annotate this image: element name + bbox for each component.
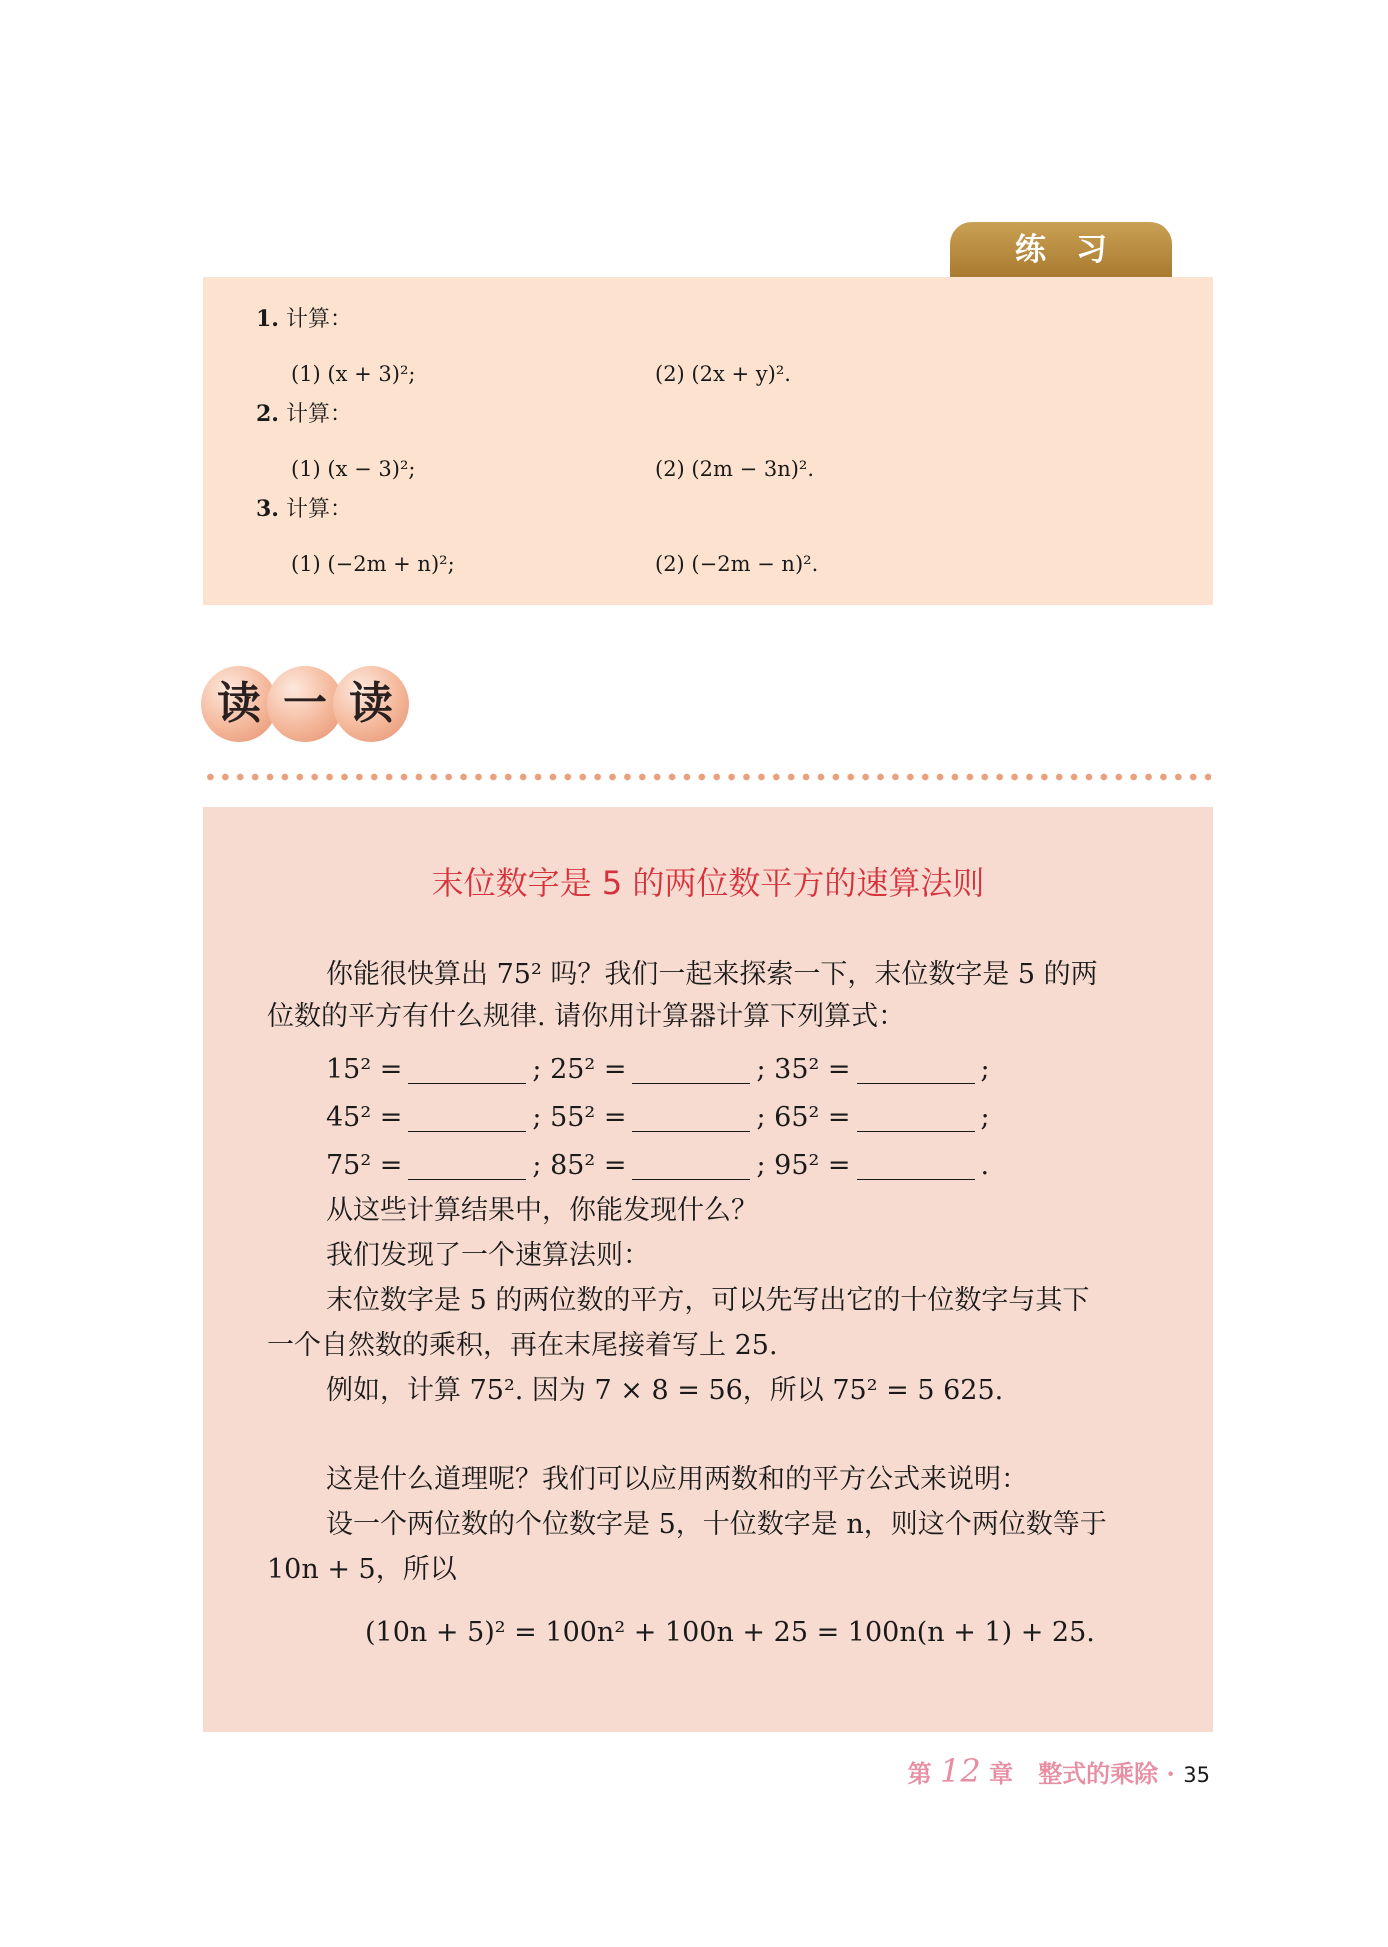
answer-blank [857, 1055, 975, 1084]
exercise-2-1: (1) (x − 3)²; [291, 457, 416, 481]
why-text: 这是什么道理呢？我们可以应用两数和的平方公式来说明： [326, 1464, 1028, 1495]
exercise-3-1: (1) (−2m + n)²; [291, 552, 455, 576]
assume-line-2: 10n + 5，所以 [267, 1554, 457, 1585]
formula: (10n + 5)² = 100n² + 100n + 25 = 100n(n + 1) + 25. [365, 1617, 1095, 1648]
rule-line-2: 一个自然数的乘积，再在末尾接着写上 25. [267, 1330, 778, 1361]
rule-line-1: 末位数字是 5 的两位数的平方，可以先写出它的十位数字与其下 [326, 1285, 1090, 1316]
answer-blank [408, 1103, 526, 1132]
answer-blank [408, 1055, 526, 1084]
answer-blank [408, 1151, 526, 1180]
heading-char-read-2: 读 [333, 666, 409, 742]
calc-row-3: 75² = ; 85² = ; 95² = . [326, 1150, 990, 1181]
page-footer: 第 12 章 整式的乘除 · 35 [907, 1752, 1210, 1790]
exercise-2-2: (2) (2m − 3n)². [655, 457, 815, 481]
paragraph-1-line-1: 你能很快算出 75² 吗？我们一起来探索一下，末位数字是 5 的两 [326, 959, 1098, 990]
exercise-question-3: 3. 计算： [256, 496, 352, 522]
answer-blank [857, 1151, 975, 1180]
reading-title: 末位数字是 5 的两位数平方的速算法则 [431, 864, 985, 902]
exercise-question-2: 2. 计算： [256, 401, 352, 427]
heading-char-read-1: 读 [201, 666, 277, 742]
page-number: 35 [1183, 1763, 1210, 1787]
exercise-1-1: (1) (x + 3)²; [291, 362, 416, 386]
assume-line-1: 设一个两位数的个位数字是 5，十位数字是 n，则这个两位数等于 [326, 1509, 1107, 1540]
exercise-tab: 练习 [950, 222, 1172, 278]
calc-row-1: 15² = ; 25² = ; 35² = ; [326, 1054, 990, 1085]
example-text: 例如，计算 75². 因为 7 × 8 = 56，所以 75² = 5 625. [326, 1375, 1004, 1406]
exercise-question-1: 1. 计算： [256, 306, 352, 332]
paragraph-1-line-2: 位数的平方有什么规律. 请你用计算器计算下列算式： [267, 1001, 906, 1032]
dotted-divider [203, 772, 1211, 782]
exercise-box [203, 277, 1213, 605]
discover-text: 我们发现了一个速算法则： [326, 1240, 650, 1271]
question-text: 从这些计算结果中，你能发现什么？ [326, 1195, 758, 1226]
heading-char-one: 一 [267, 666, 343, 742]
answer-blank [632, 1055, 750, 1084]
answer-blank [857, 1103, 975, 1132]
exercise-1-2: (2) (2x + y)². [655, 362, 791, 386]
answer-blank [632, 1103, 750, 1132]
answer-blank [632, 1151, 750, 1180]
calc-row-2: 45² = ; 55² = ; 65² = ; [326, 1102, 990, 1133]
exercise-3-2: (2) (−2m − n)². [655, 552, 819, 576]
